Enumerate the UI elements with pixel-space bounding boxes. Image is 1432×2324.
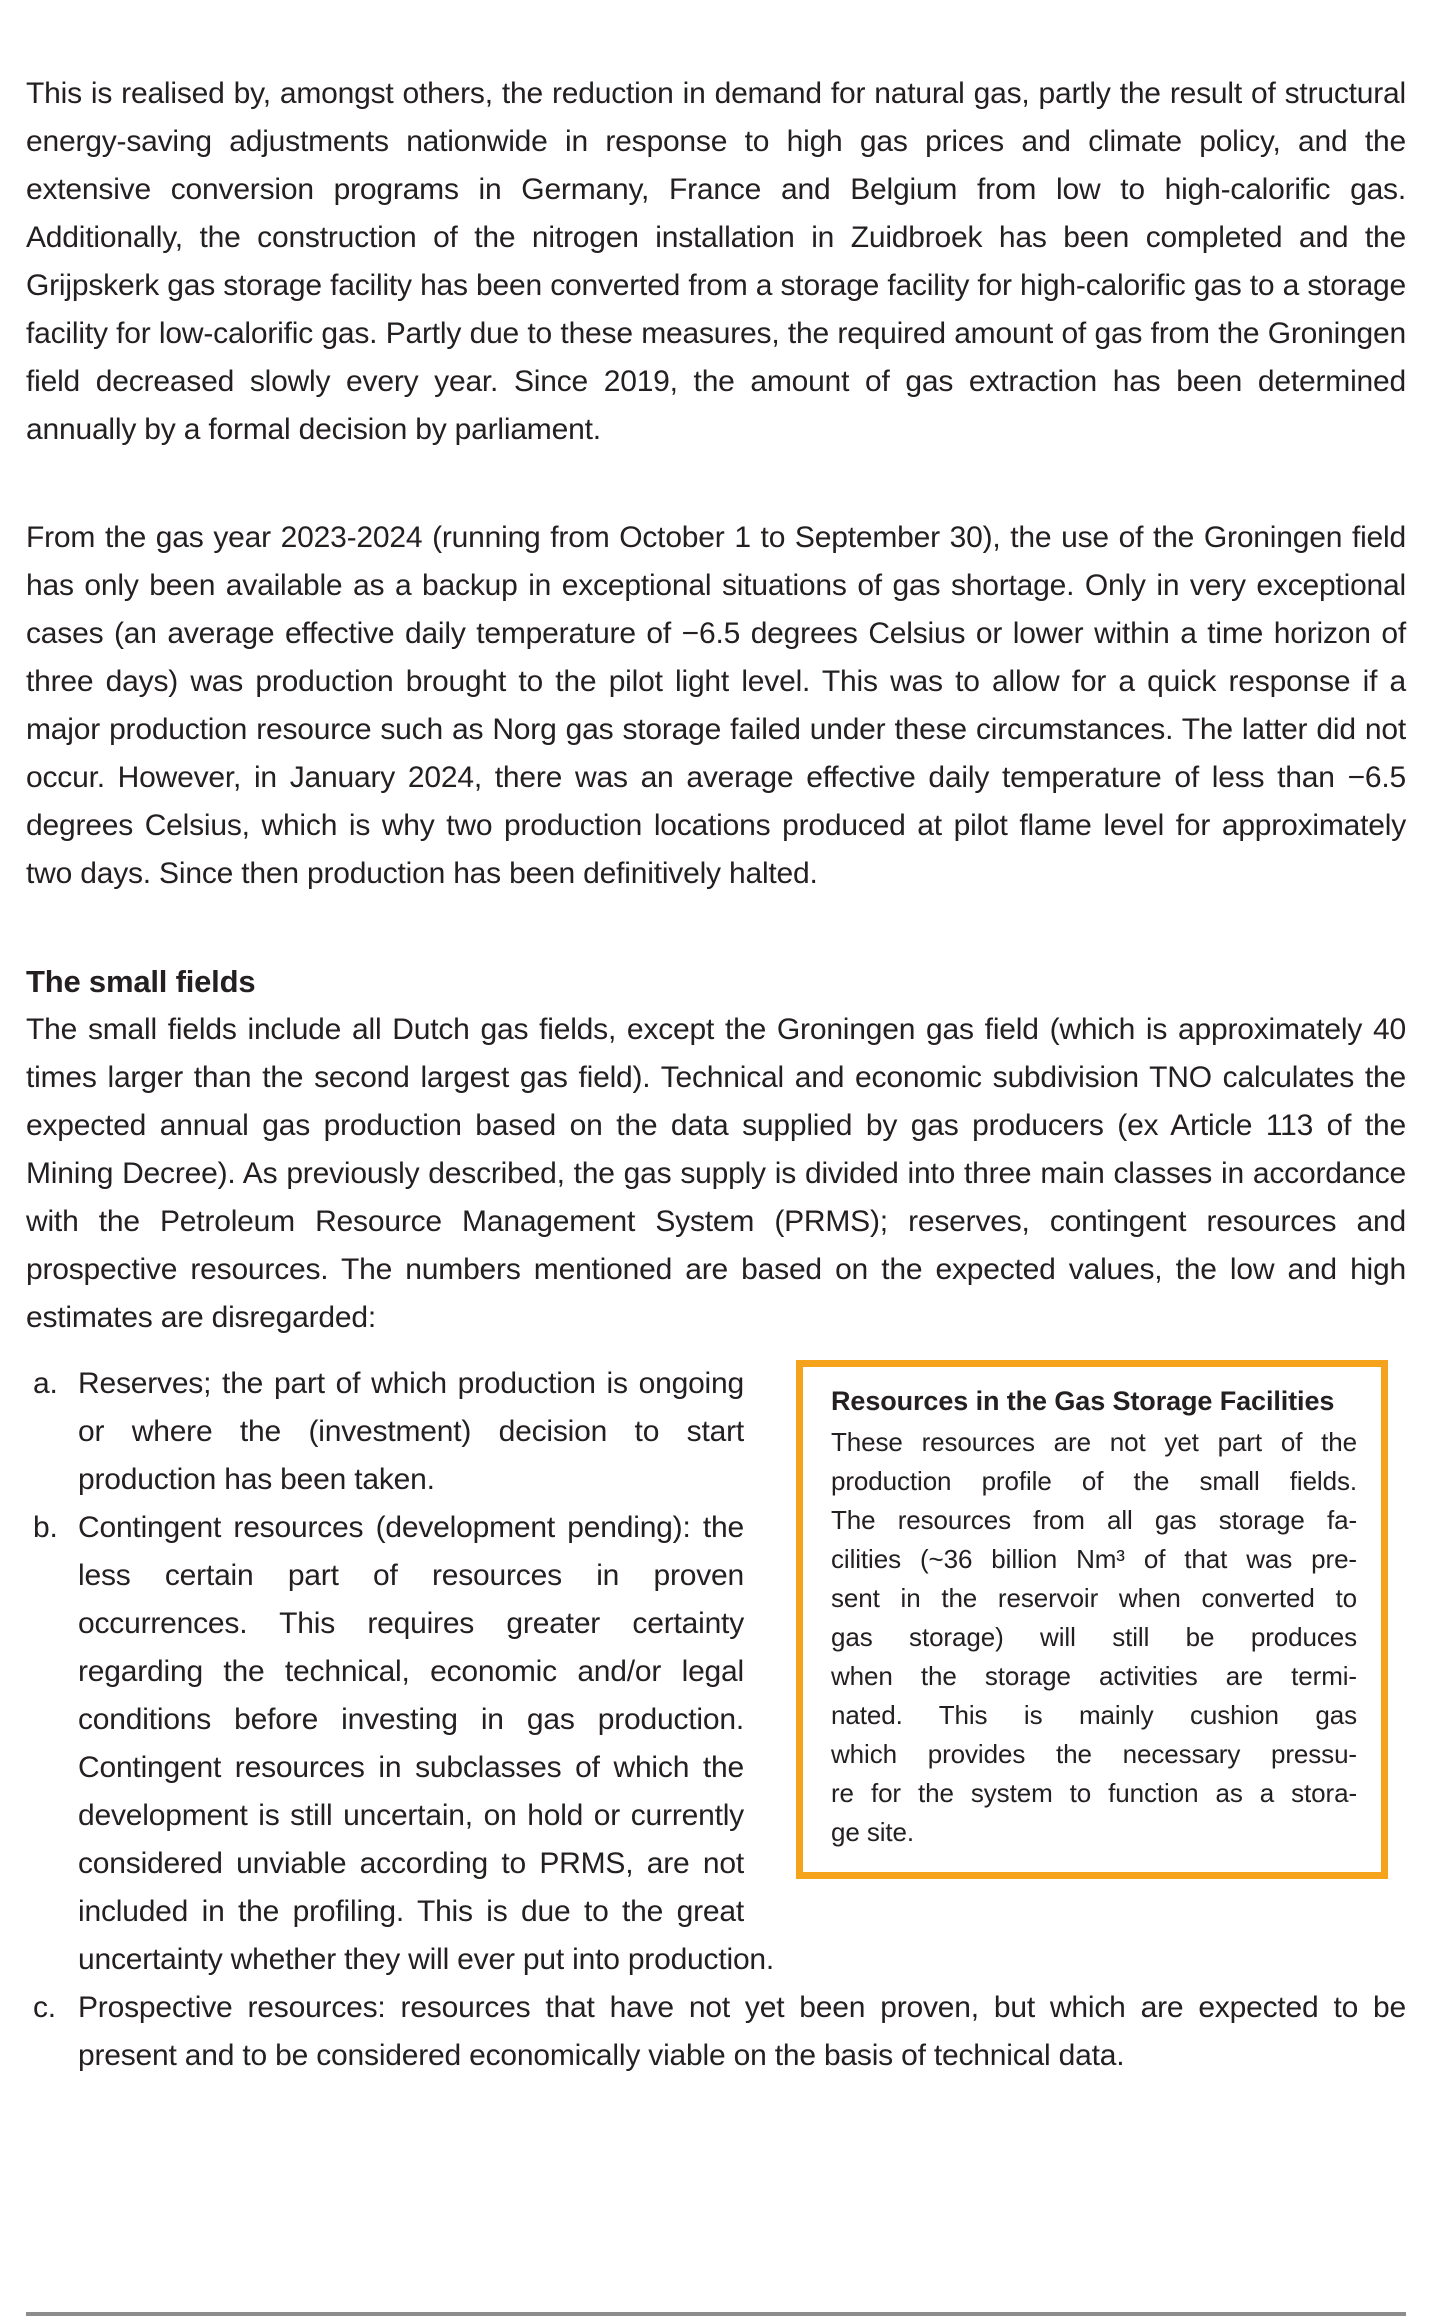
list-item-marker: b. — [33, 1511, 58, 1544]
callout-body-line: which provides the necessary pressu- — [831, 1739, 1357, 1769]
callout-body-line: cilities (~36 billion Nm³ of that was pre- — [831, 1544, 1357, 1574]
list-item-text: Prospective resources: resources that have not yet been proven, but which are expected to be present and to be considered economically viable on the basis of technical data. — [78, 1991, 1406, 2072]
callout-body-line: re for the system to function as a stora- — [831, 1778, 1357, 1808]
list-item-text: Contingent resources (development pending): the less certain part of resources in proven occurrences. This requires greater certainty regarding the technical, economic and/or legal conditions before investing in gas production. Contingent resources in subclasses of which the development is still uncertain, on hold or currently considered unviable according to PRMS, are not included in the profiling. This is due to the great uncertainty whether they will ever put into production. — [78, 1511, 775, 1976]
paragraph-small-fields-intro: The small fields include all Dutch gas fields, except the Groningen gas field (which is approximately 40 times larger than the second largest gas field). Technical and economic subdivision TNO calculates the expected annual gas production based on the data supplied by gas producers (ex Article 113 of the Mining Decree). As previously described, the gas supply is divided into three main classes in accordance with the Petroleum Resource Management System (PRMS); reserves, contingent resources and prospective resources. The numbers mentioned are based on the expected values, the low and high estimates are disregarded: — [26, 1013, 1406, 1334]
list-item-contingent-resources — [26, 1504, 1406, 1984]
list-item-reserves — [26, 1360, 1406, 1504]
list-item-marker: c. — [33, 1991, 56, 2024]
paragraph-gas-demand-reduction: This is realised by, amongst others, the reduction in demand for natural gas, partly the result of structural energy-saving adjustments nationwide in response to high gas prices and climate policy, and the extensive conversion programs in Germany, France and Belgium from low to high-calorific gas. Additionally, the construction of the nitrogen installation in Zuidbroek has been completed and the Grijpskerk gas storage facility has been converted from a storage facility for high-calorific gas to a storage facility for low-calorific gas. Partly due to these measures, the required amount of gas from the Groningen field decreased slowly every year. Since 2019, the amount of gas extraction has been determined annually by a formal decision by parliament. — [26, 77, 1406, 446]
callout-body-line: nated. This is mainly cushion gas — [831, 1700, 1357, 1730]
callout-body-line: when the storage activities are termi- — [831, 1661, 1357, 1691]
callout-body-line: sent in the reservoir when converted to — [831, 1583, 1357, 1613]
callout-body-line: These resources are not yet part of the — [831, 1427, 1357, 1457]
paragraph-gas-year-2023-2024: From the gas year 2023-2024 (running from October 1 to September 30), the use of the Groningen field has only been available as a backup in exceptional situations of gas shortage. Only in very exceptional cases (an average effective daily temperature of −6.5 degrees Celsius or lower within a time horizon of three days) was production brought to the pilot light level. This was to allow for a quick response if a major production resource such as Norg gas storage failed under these circumstances. The latter did not occur. However, in January 2024, there was an average effective daily temperature of less than −6.5 degrees Celsius, which is why two production locations produced at pilot flame level for approximately two days. Since then production has been definitively halted. — [26, 521, 1406, 890]
callout-body-line: The resources from all gas storage fa- — [831, 1505, 1357, 1535]
callout-title: Resources in the Gas Storage Facilities — [831, 1386, 1335, 1416]
list-item-prospective-resources — [26, 1984, 1406, 2080]
section-heading-small-fields: The small fields — [26, 964, 256, 999]
callout-body-line: gas storage) will still be produces — [831, 1622, 1357, 1652]
list-item-marker: a. — [33, 1367, 58, 1400]
prms-classes-list-area — [26, 1360, 1406, 2080]
list-item-text: Reserves; the part of which production is ongoing or where the (investment) decision to start production has been taken. — [78, 1367, 744, 1496]
callout-body-line: ge site. — [831, 1817, 915, 1847]
callout-body-line: production profile of the small fields. — [831, 1466, 1357, 1496]
page-bottom-rule — [26, 2312, 1406, 2316]
